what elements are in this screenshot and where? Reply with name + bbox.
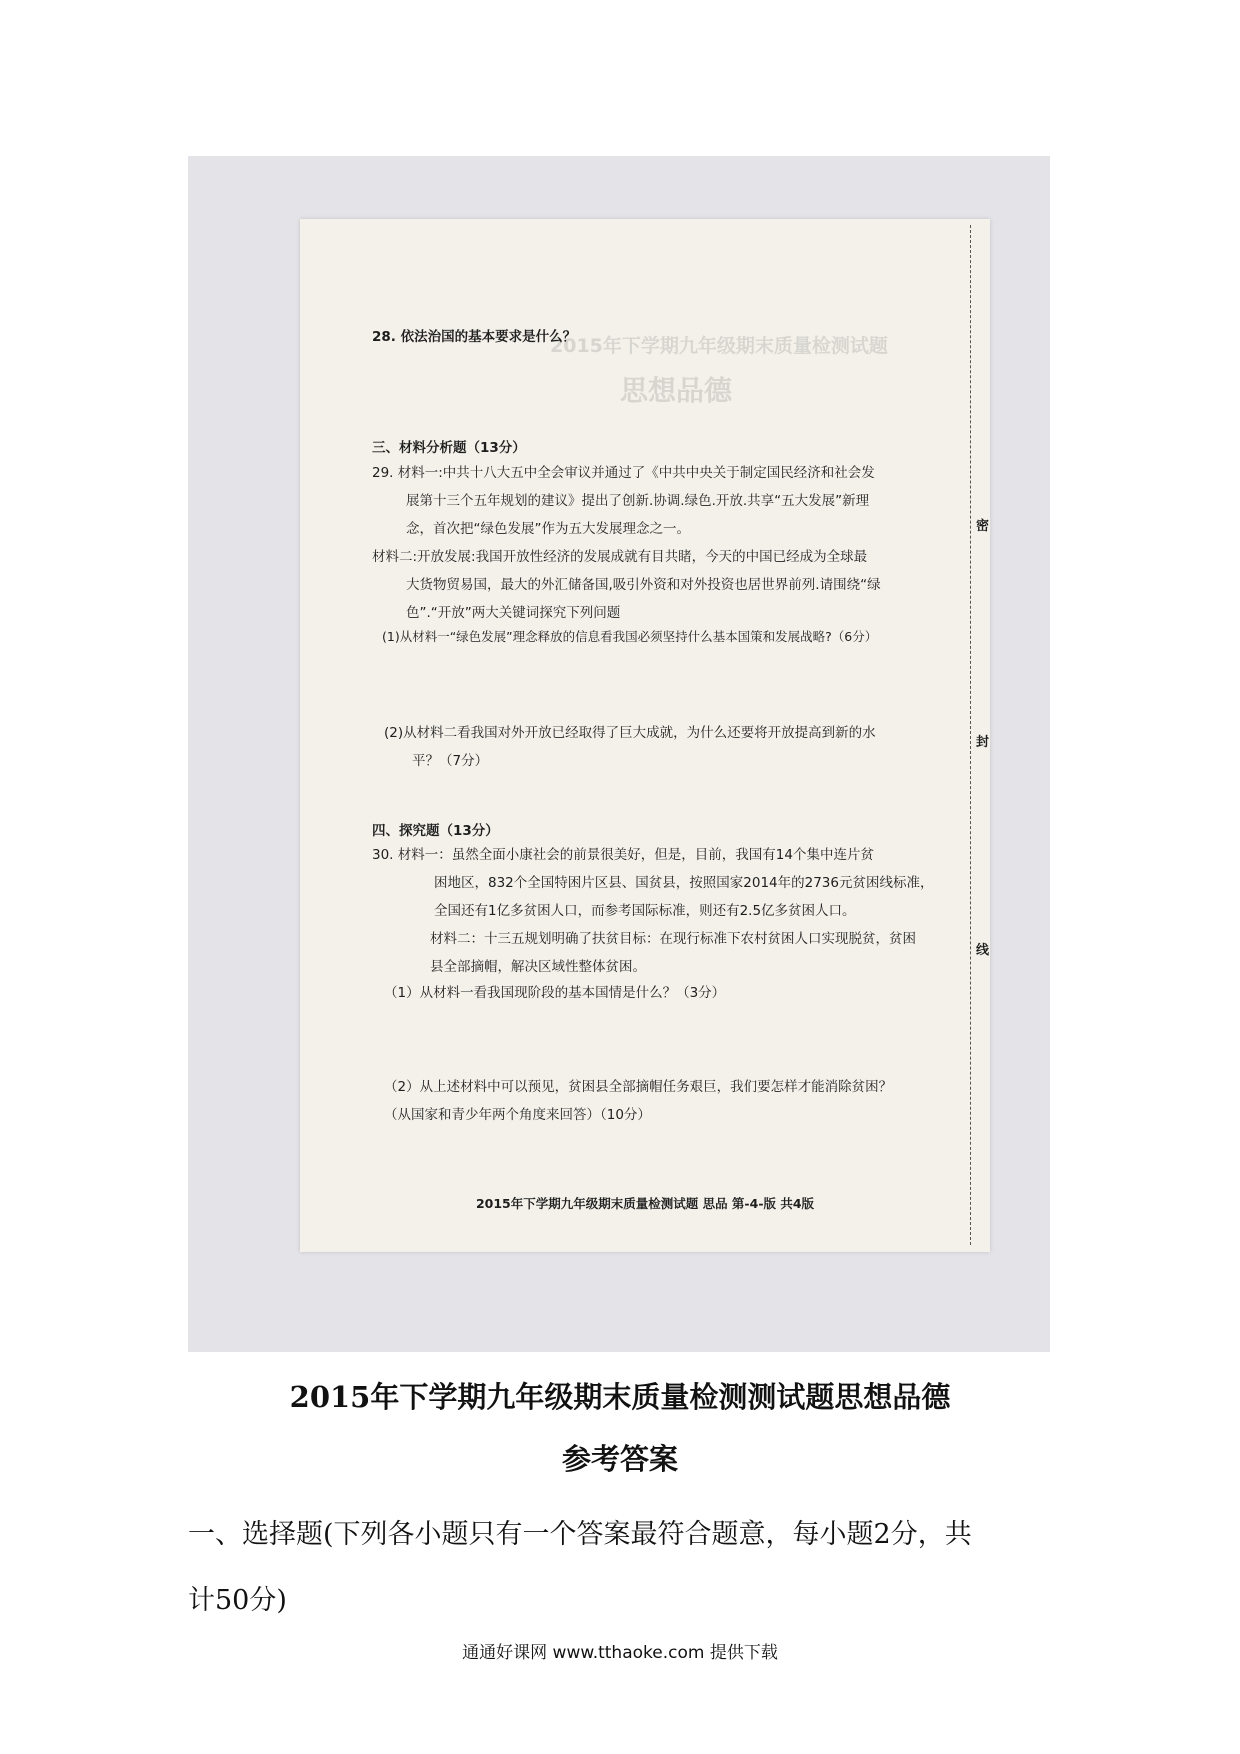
bleed-through-subject: 思想品德	[620, 374, 733, 407]
bleed-through-title: 2015年下学期九年级期末质量检测试题	[550, 335, 888, 357]
question-30-part-2	[384, 1073, 974, 1129]
question-29-material-2	[372, 543, 952, 627]
answer-title: 2015年下学期九年级期末质量检测测试题思想品德	[289, 1380, 951, 1414]
text-line: 材料二:开放发展:我国开放性经济的发展成就有目共睹，今天的中国已经成为全球最	[372, 549, 868, 565]
download-footer: 通通好课网 www.tthaoke.com 提供下载	[462, 1643, 778, 1663]
answer-section-1	[188, 1502, 1068, 1634]
text-line: 29. 材料一:中共十八大五中全会审议并通过了《中共中央关于制定国民经济和社会发	[372, 465, 875, 481]
text-line: 困地区，832个全国特困片区县、国贫县，按照国家2014年的2736元贫困线标准，	[434, 875, 934, 891]
text-line: （从国家和青少年两个角度来回答）（10分）	[384, 1107, 651, 1123]
side-seal-char-3: 线	[976, 943, 990, 958]
question-29-part-2	[384, 719, 964, 775]
section-4-heading: 四、探究题（13分）	[372, 823, 499, 839]
text-line: （2）从上述材料中可以预见，贫困县全部摘帽任务艰巨，我们要怎样才能消除贫困？	[384, 1079, 893, 1095]
side-seal-char-1: 密	[976, 519, 990, 534]
question-30-material-1	[372, 841, 952, 925]
answer-subtitle: 参考答案	[561, 1442, 678, 1476]
text-line: 展第十三个五年规划的建议》提出了创新.协调.绿色.开放.共享“五大发展”新理	[406, 493, 870, 509]
text-line: 平？（7分）	[412, 753, 489, 769]
text-line: 全国还有1亿多贫困人口，而参考国际标准，则还有2.5亿多贫困人口。	[434, 903, 856, 919]
text-line: (2)从材料二看我国对外开放已经取得了巨大成就，为什么还要将开放提高到新的水	[384, 725, 876, 741]
question-29-material-1	[372, 459, 952, 543]
question-29-part-1: (1)从材料一“绿色发展”理念释放的信息看我国必须坚持什么基本国策和发展战略?（6分）	[382, 629, 878, 644]
sheet-page-footer: 2015年下学期九年级期末质量检测试题 思品 第-4-版 共4版	[475, 1196, 815, 1211]
text-line: 一、选择题(下列各小题只有一个答案最符合题意，每小题2分，共	[188, 1519, 972, 1550]
text-line: 念，首次把“绿色发展”作为五大发展理念之一。	[406, 521, 690, 537]
scanned-exam-photo	[188, 156, 1050, 1352]
text-line: 县全部摘帽，解决区域性整体贫困。	[430, 959, 646, 975]
text-line: 材料二：十三五规划明确了扶贫目标：在现行标准下农村贫困人口实现脱贫，贫困	[430, 931, 916, 947]
question-30-material-2	[430, 925, 970, 981]
exam-sheet	[300, 219, 990, 1252]
text-line: 30. 材料一：虽然全面小康社会的前景很美好，但是，目前，我国有14个集中连片贫	[372, 847, 874, 863]
text-line: 大货物贸易国，最大的外汇储备国,吸引外资和对外投资也居世界前列.请围绕“绿	[406, 577, 881, 593]
section-3-heading: 三、材料分析题（13分）	[372, 440, 526, 456]
question-28: 28. 依法治国的基本要求是什么？	[372, 329, 577, 345]
side-seal-char-2: 封	[976, 735, 990, 750]
text-line: 色”.“开放”两大关键词探究下列问题	[406, 605, 621, 621]
text-line: 计50分)	[188, 1585, 287, 1616]
question-30-part-1: （1）从材料一看我国现阶段的基本国情是什么？（3分）	[384, 985, 726, 1001]
